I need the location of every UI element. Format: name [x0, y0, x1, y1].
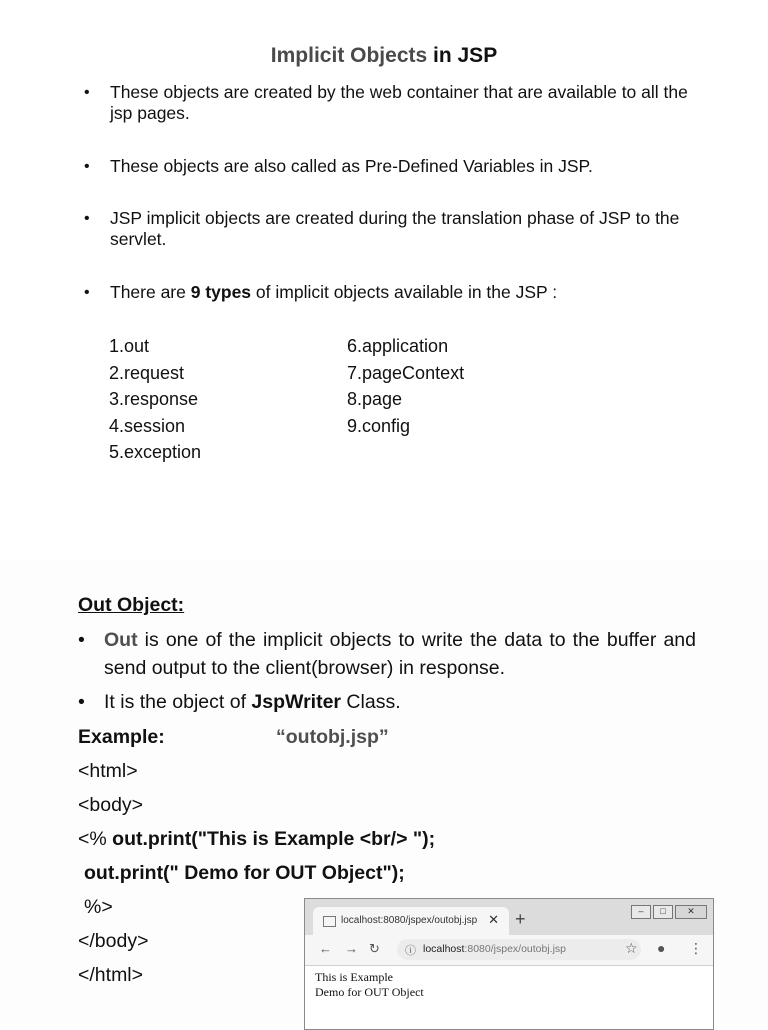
address-bar: [305, 935, 713, 966]
bullet-text: [78, 688, 696, 716]
close-tab-icon[interactable]: ✕: [488, 912, 499, 927]
bullet-dot: •: [84, 210, 90, 227]
back-icon[interactable]: ←: [319, 941, 332, 956]
star-icon[interactable]: ☆: [625, 940, 638, 956]
list-item: 8.page: [347, 389, 403, 409]
code-line: </html>: [78, 964, 144, 986]
info-icon[interactable]: ⓘ: [405, 945, 416, 957]
browser-tab[interactable]: [313, 907, 509, 935]
bullet-item: [86, 156, 706, 177]
object-list-left: [109, 333, 201, 466]
bullet-item: [86, 282, 706, 303]
code-line: </body>: [78, 930, 149, 952]
bullet-text: These objects are also called as Pre-Defined Variables in JSP.: [110, 156, 593, 176]
list-item: 6.application: [347, 336, 449, 356]
bullet-text-rest: is one of the implicit objects to write the data to the buffer and send output to the client(browser) in response.: [104, 629, 696, 679]
account-icon[interactable]: ●: [657, 940, 666, 956]
code-line: %>: [84, 896, 113, 918]
example-filename: “outobj.jsp”: [276, 726, 389, 748]
bullet-item: [78, 626, 696, 682]
section-heading: Out Object:: [78, 594, 185, 616]
bullet-item: [78, 688, 696, 716]
page-icon: [323, 916, 336, 927]
output-line: Demo for OUT Object: [315, 985, 424, 999]
tab-title: localhost:8080/jspex/outobj.jsp: [341, 915, 478, 926]
code-token: <%: [78, 828, 113, 850]
bullet-text: [78, 626, 696, 682]
bullet-text-pre: There are: [110, 282, 191, 302]
page-title: [0, 44, 768, 68]
bullet-item: [86, 82, 706, 124]
bullet-text: These objects are created by the web container that are available to all the jsp pages.: [110, 82, 688, 123]
bullet-dot: •: [78, 691, 85, 713]
code-line: <body>: [78, 794, 144, 816]
list-item: 7.pageContext: [347, 362, 465, 383]
list-item: 1.out: [109, 336, 150, 356]
new-tab-icon[interactable]: +: [515, 909, 526, 929]
url-text: [423, 943, 566, 955]
list-item: 5.exception: [109, 442, 202, 462]
title-part-1: Implicit Objects: [270, 44, 428, 67]
output-line: This is Example: [315, 970, 393, 984]
reload-icon[interactable]: ↻: [369, 941, 380, 956]
tab-bar: [305, 899, 713, 935]
code-statement: out.print(" Demo for OUT Object");: [84, 862, 405, 884]
minimize-icon[interactable]: –: [631, 905, 651, 919]
page-content: [305, 966, 713, 1030]
bullet-text: [86, 282, 706, 303]
maximize-icon[interactable]: □: [653, 905, 673, 919]
url-field[interactable]: [397, 939, 641, 960]
code-statement: out.print("This is Example <br/> ");: [112, 828, 436, 850]
window-controls: [629, 901, 707, 919]
object-list-right: [347, 333, 464, 439]
list-item: 4.session: [109, 415, 186, 436]
url-path: :8080/jspex/outobj.jsp: [464, 943, 567, 955]
slide-out-object: [0, 560, 768, 1024]
bullet-dot: •: [84, 284, 90, 301]
code-line: [78, 822, 435, 856]
keyword-out: Out: [104, 629, 138, 651]
class-name: JspWriter: [251, 691, 342, 713]
url-host: localhost: [423, 943, 465, 955]
example-label: Example:: [78, 726, 165, 748]
close-window-icon[interactable]: ✕: [675, 905, 707, 919]
title-part-2: in JSP: [427, 44, 498, 67]
bullet-dot: •: [84, 84, 90, 101]
list-item: 3.response: [109, 389, 199, 409]
forward-icon[interactable]: →: [345, 941, 358, 956]
bullet-item: [86, 208, 706, 250]
bullet-text-bold: 9 types: [190, 282, 252, 302]
bullet-dot: •: [84, 158, 90, 175]
example-file: [276, 720, 389, 754]
example-line: [78, 720, 165, 754]
list-item: 9.config: [347, 415, 411, 436]
bullet-text-post: Class.: [341, 691, 401, 713]
bullet-dot: •: [78, 629, 85, 651]
code-line: [84, 856, 405, 890]
bullet-text: JSP implicit objects are created during the translation phase of JSP to the servlet.: [110, 208, 680, 249]
bullet-text-pre: It is the object of: [104, 691, 252, 713]
bullet-text-post: of implicit objects available in the JSP :: [251, 282, 558, 302]
browser-window: [304, 898, 714, 1030]
code-line: <html>: [78, 760, 138, 782]
menu-icon[interactable]: ⋮: [689, 940, 703, 956]
list-item: 2.request: [109, 362, 185, 383]
